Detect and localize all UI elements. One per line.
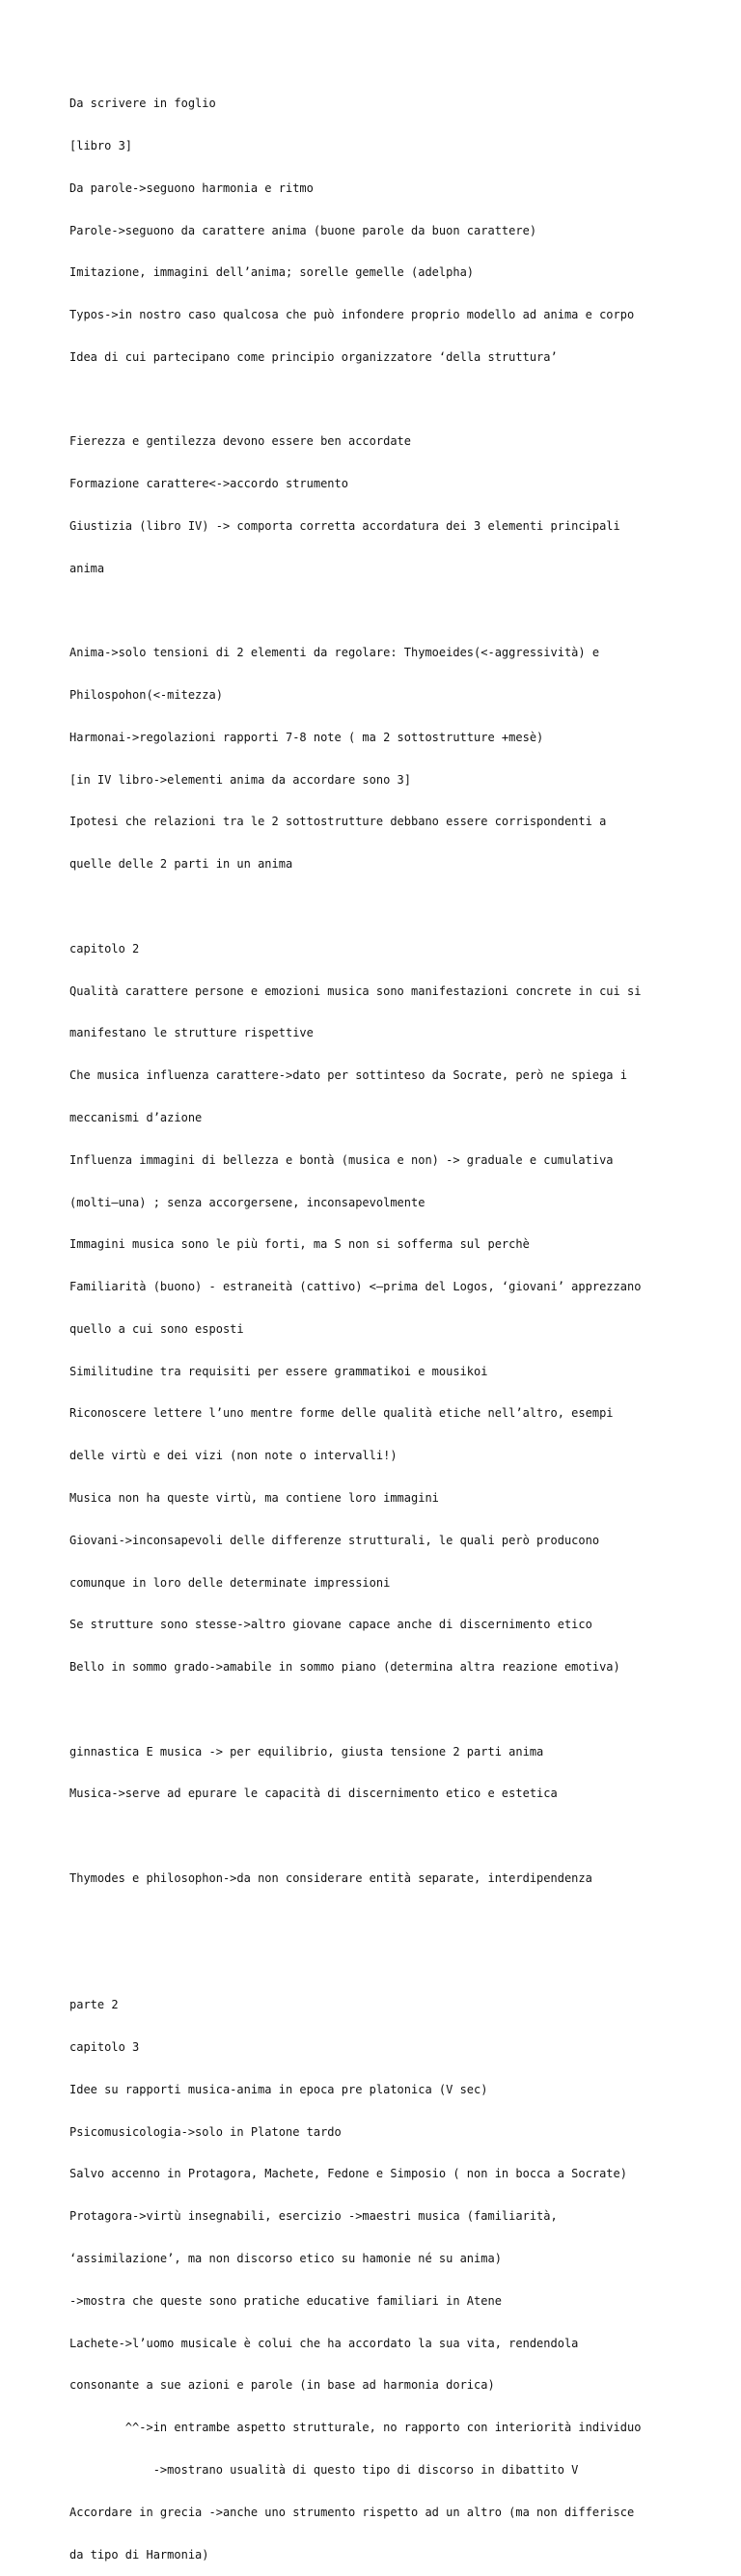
text-line: Accordare in grecia ->anche uno strumento rispetto ad un altro (ma non differisce (69, 2505, 635, 2519)
text-line: Anima->solo tensioni di 2 elementi da regolare: Thymoeides(<-aggressività) e (69, 646, 600, 660)
text-line: (molti—una) ; senza accorgersene, inconsapevolmente (69, 1195, 425, 1209)
text-line: quelle delle 2 parti in un anima (69, 857, 293, 872)
text-line: Influenza immagini di bellezza e bontà (musica e non) -> graduale e cumulativa (69, 1152, 614, 1167)
chapter-heading: capitolo 2 (69, 941, 140, 956)
document-body (69, 69, 726, 2576)
blank-line (69, 1914, 726, 1928)
text-line: Da parole->seguono harmonia e ritmo (69, 180, 314, 195)
text-line: Familiarità (buono) - estraneità (cattivo) <—prima del Logos, ‘giovani’ apprezzano (69, 1280, 642, 1294)
text-line: Immagini musica sono le più forti, ma S non si sofferma sul perchè (69, 1237, 530, 1252)
text-line: Philospohon(<-mitezza) (69, 688, 223, 703)
text-line: [libro 3] (69, 138, 133, 152)
blank-line (69, 1829, 726, 1843)
text-line: Salvo accenno in Protagora, Machete, Fedone e Simposio ( non in bocca a Socrate) (69, 2167, 627, 2181)
text-line: ‘assimilazione’, ma non discorso etico su hamonie né su anima) (69, 2252, 502, 2266)
text-line: Lachete->l’uomo musicale è colui che ha accordato la sua vita, rendendola (69, 2336, 579, 2350)
text-line: Ipotesi che relazioni tra le 2 sottostrutture debbano essere corrispondenti a (69, 815, 607, 829)
text-line: ^^->in entrambe aspetto strutturale, no rapporto con interiorità individuo (69, 2421, 642, 2435)
text-line: Se strutture sono stesse->altro giovane capace anche di discernimento etico (69, 1618, 592, 1632)
text-line: comunque in loro delle determinate impressioni (69, 1575, 391, 1590)
blank-line (69, 1956, 726, 1971)
text-line: meccanismi d’azione (69, 1110, 203, 1124)
text-line: Idee su rapporti musica-anima in epoca pre platonica (V sec) (69, 2082, 488, 2096)
blank-line (69, 1703, 726, 1717)
text-line: Psicomusicologia->solo in Platone tardo (69, 2124, 342, 2139)
text-line: consonante a sue azioni e parole (in base ad harmonia dorica) (69, 2378, 495, 2393)
text-line: Parole->seguono da carattere anima (buone parole da buon carattere) (69, 223, 537, 237)
text-line: Bello in sommo grado->amabile in sommo piano (determina altra reazione emotiva) (69, 1660, 620, 1675)
text-line: Similitudine tra requisiti per essere grammatikoi e mousikoi (69, 1364, 488, 1378)
text-line: Riconoscere lettere l’uno mentre forme delle qualità etiche nell’altro, esempi (69, 1406, 614, 1421)
text-line: Musica->serve ad epurare le capacità di discernimento etico e estetica (69, 1787, 558, 1801)
text-line: Imitazione, immagini dell’anima; sorelle gemelle (adelpha) (69, 265, 475, 280)
text-line: [in IV libro->elementi anima da accordare sono 3] (69, 772, 412, 787)
text-line: Qualità carattere persone e emozioni musica sono manifestazioni concrete in cui si (69, 983, 642, 998)
text-line: Formazione carattere<->accordo strumento (69, 477, 348, 491)
text-line: Giovani->inconsapevoli delle differenze strutturali, le quali però producono (69, 1533, 600, 1547)
text-line: Da scrivere in foglio (69, 97, 216, 111)
text-line: Fierezza e gentilezza devono essere ben accordate (69, 434, 412, 449)
text-line: ginnastica E musica -> per equilibrio, giusta tensione 2 parti anima (69, 1744, 544, 1759)
blank-line (69, 900, 726, 914)
text-line: Thymodes e philosophon->da non considerare entità separate, interdipendenza (69, 1871, 592, 1885)
text-line: delle virtù e dei vizi (non note o intervalli!) (69, 1449, 398, 1463)
text-line: ->mostra che queste sono pratiche educative familiari in Atene (69, 2293, 502, 2308)
part-heading: parte 2 (69, 1998, 119, 2012)
text-line: Idea di cui partecipano come principio organizzatore ‘della struttura’ (69, 349, 558, 364)
blank-line (69, 393, 726, 407)
text-line: Che musica influenza carattere->dato per sottinteso da Socrate, però ne spiega i (69, 1068, 627, 1083)
blank-line (69, 604, 726, 619)
text-line: da tipo di Harmonia) (69, 2547, 209, 2562)
text-line: Musica non ha queste virtù, ma contiene loro immagini (69, 1490, 439, 1505)
text-line: Harmonai->regolazioni rapporti 7-8 note ( ma 2 sottostrutture +mesè) (69, 730, 544, 744)
chapter-heading: capitolo 3 (69, 2040, 140, 2055)
text-line: quello a cui sono esposti (69, 1321, 244, 1336)
text-line: manifestano le strutture rispettive (69, 1026, 314, 1040)
text-line: Giustizia (libro IV) -> comporta corretta accordatura dei 3 elementi principali (69, 519, 620, 533)
text-line: anima (69, 561, 105, 575)
text-line: ->mostrano usualità di questo tipo di discorso in dibattito V (69, 2462, 579, 2477)
text-line: Typos->in nostro caso qualcosa che può infondere proprio modello ad anima e corpo (69, 308, 635, 322)
text-line: Protagora->virtù insegnabili, esercizio ->maestri musica (familiarità, (69, 2209, 558, 2224)
